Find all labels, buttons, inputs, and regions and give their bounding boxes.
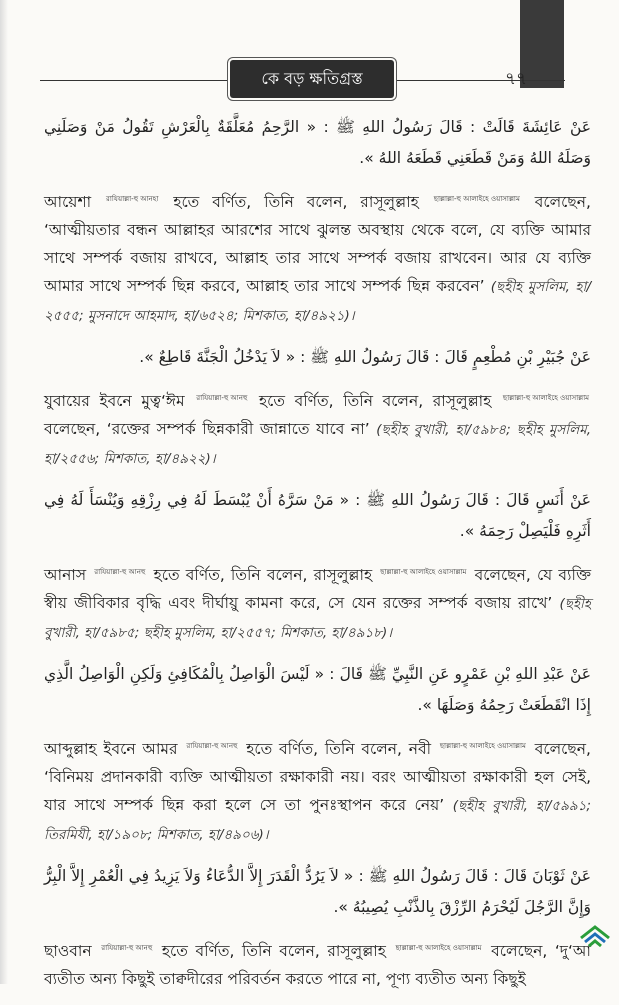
hadith-arabic-2: عَنْ جُبَيْرِ بْنِ مُطْعِمٍ قَالَ : قَالَ رَسُولُ اللهِ ﷺ : « لاَ يَدْخُلُ الْجَنَّةَ قَاطِعٌ ». [139,348,591,366]
hadith-text: বলেছেন, ‘বিনিময় প্রদানকারী ব্যক্তি আত্মীয়তা রক্ষাকারী নয়। বরং আত্মীয়তা রক্ষাকারী হল সেই, যার সাথে সম্পর্ক ছিন্ন করা হলে সে তা পুনঃস্থাপন করে নেয়’ [44,740,591,814]
hadith-text: বলেছেন, যে ব্যক্তি স্বীয় জীবিকার বৃদ্ধি এবং দীর্ঘায়ু কামনা করে, সে যেন রক্তের সম্পর্ক বজায় রাখে’ [44,566,591,612]
hadith-reference: (ছহীহ মুসলিম, হা/২৫৫৫; মুসনাদে আহমাদ, হা/৬৫২৪; মিশকাত, হা/৪৯২১)। [44,279,591,324]
hadith-arabic-1: عَنْ عَائِشَةَ قَالَتْ : قَالَ رَسُولُ اللهِ ﷺ : « الرَّحِمُ مُعَلَّقَةٌ بِالْعَرْشِ تَقُولُ مَنْ وَصَلَنِي وَصَلَهُ اللهُ وَمَنْ قَطَعَنِي قَطَعَهُ اللهُ ». [44,118,591,167]
hadith-text: বলেছেন, ‘আত্মীয়তার বন্ধন আল্লাহর আরশের সাথে ঝুলন্ত অবস্থায় থেকে বলে, যে ব্যক্তি আমার সাথে সম্পর্ক বজায় রাখবে, আল্লাহ তার সাথে সম্পর্ক বজায় রাখবেন। আর যে ব্যক্তি আমার সাথে সম্পর্ক ছিন্ন করবে, আল্লাহ তার সাথে সম্পর্ক ছিন্ন করবেন’ [44,193,591,295]
narrator-name: ছাওবান [44,942,92,960]
narration-intro: হতে বর্ণিত, তিনি বলেন, রাসূলুল্লাহ [173,193,419,211]
radiyallahu-honorific: রাযিয়াল্লা-হু আনহু [186,741,238,750]
narration-intro: হতে বর্ণিত, তিনি বলেন, রাসূলুল্লাহ [161,942,386,960]
radiyallahu-honorific: রাযিয়াল্লা-হু আনহু [196,393,248,402]
sallallahu-honorific: ছাল্লাল্লা-হু আলাইহে ওয়াসাল্লাম [380,567,467,576]
narration-intro: হতে বর্ণিত, তিনি বলেন, রাসূলুল্লাহ [153,566,373,584]
narrator-name: আব্দুল্লাহ ইবনে আমর [44,740,178,758]
sallallahu-honorific: ছাল্লাল্লা-হু আলাইহে ওয়াসাল্লাম [395,943,482,952]
hadith-translation-1 [44,188,591,330]
page-edge-shadow [0,0,8,984]
hadith-reference: (ছহীহ বুখারী, হা/৫৯৮৫; ছহীহ মুসলিম, হা/২৫৫৭; মিশকাত, হা/৪৯১৮)। [44,596,591,641]
radiyallahu-honorific: রাযিয়াল্লা-হু আনহু [101,943,153,952]
narrator-name: আনাস [44,566,87,584]
publisher-logo-icon [578,918,612,952]
hadith-arabic-4: عَنْ عَبْدِ اللهِ بْنِ عَمْرٍو عَنِ النَّبِيِّ ﷺ قَالَ : « لَيْسَ الْوَاصِلُ بِالْمُكَافِئِ وَلَكِنِ الْوَاصِلُ الَّذِي إِذَا انْقَطَعَتْ رَحِمُهُ وَصَلَهَا ». [44,665,591,714]
page-content [44,112,591,1005]
hadith-arabic-3: عَنْ أَنَسٍ قَالَ : قَالَ رَسُولُ اللهِ ﷺ : « مَنْ سَرَّهُ أَنْ يُبْسَطَ لَهُ فِي رِزْقِهِ وَيُنْسَأَ لَهُ فِي أَثَرِهِ فَلْيَصِلْ رَحِمَهُ ». [44,491,591,540]
narration-intro: হতে বর্ণিত, তিনি বলেন, নবী [246,740,432,758]
narrator-name: আয়েশা [44,193,92,211]
narration-intro: হতে বর্ণিত, তিনি বলেন, রাসূলুল্লাহ [259,392,492,410]
radiyallahu-honorific: রাযিয়াল্লা-হু আনহা [106,194,159,203]
sallallahu-honorific: ছাল্লাল্লা-হু আলাইহে ওয়াসাল্লাম [502,393,590,402]
hadith-translation-3 [44,561,591,647]
narrator-name: যুবায়ের ইবনে মুত্ব‘ঈম [44,392,185,410]
sallallahu-honorific: ছাল্লাল্লা-হু আলাইহে ওয়াসাল্লাম [439,741,526,750]
page-number: ৭৭ [504,69,528,89]
hadith-text: বলেছেন, ‘দু‘আ ব্যতীত অন্য কিছুই তাক্বদীরের পরিবর্তন করতে পারে না, পূণ্য ব্যতীত অন্য কিছুই [44,942,591,988]
hadith-text: বলেছেন, ‘রক্তের সম্পর্ক ছিন্নকারী জান্নাতে যাবে না’ [44,420,370,438]
radiyallahu-honorific: রাযিয়াল্লা-হু আনহু [94,567,146,576]
hadith-translation-5 [44,937,591,993]
hadith-reference: (ছহীহ বুখারী, হা/৫৯৯১; তিরমিযী, হা/১৯০৮; মিশকাত, হা/৪৯০৬)। [44,798,591,843]
hadith-translation-2 [44,387,591,473]
hadith-reference: (ছহীহ বুখারী, হা/৫৯৮৪; ছহীহ মুসলিম, হা/২৫৫৬; মিশকাত, হা/৪৯২২)। [44,422,591,467]
chapter-title: কে বড় ক্ষতিগ্রস্ত [230,60,394,98]
hadith-translation-4 [44,735,591,849]
sallallahu-honorific: ছাল্লাল্লা-হু আলাইহে ওয়াসাল্লাম [433,194,520,203]
hadith-arabic-5: عَنْ ثَوْبَانَ قَالَ : قَالَ رَسُولُ اللهِ ﷺ : « لاَ يَرُدُّ الْقَدَرَ إِلاَّ الدُّعَاءُ وَلاَ يَزِيدُ فِي الْعُمْرِ إِلاَّ الْبِرُّ وَإِنَّ الرَّجُلَ لَيُحْرَمُ الرِّزْقَ بِالذَّنْبِ يُصِيبُهُ ». [44,867,591,916]
